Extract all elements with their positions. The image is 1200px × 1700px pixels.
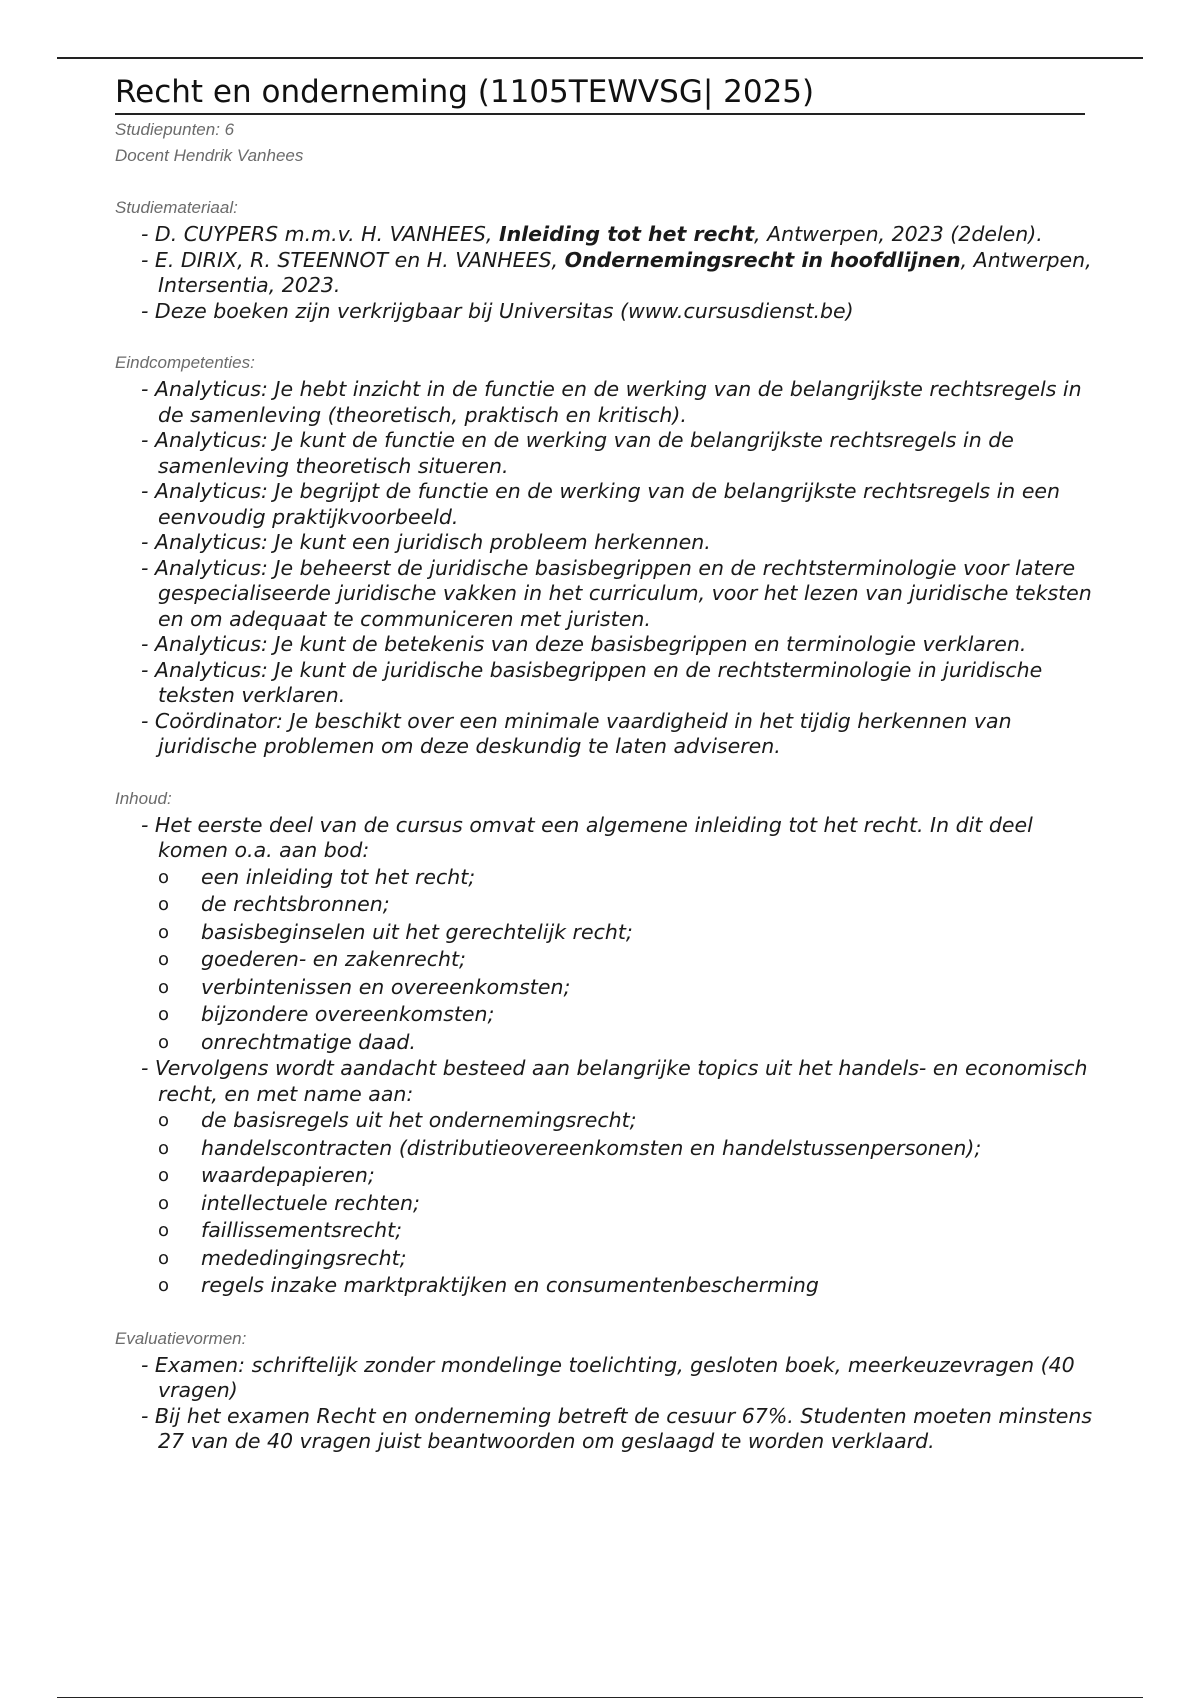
list-item bbox=[128, 248, 1105, 299]
circle-bullet: o bbox=[158, 1220, 170, 1241]
topic-text: goederen- en zakenrecht; bbox=[201, 947, 466, 971]
section-label-evaluatievormen: Evaluatievormen: bbox=[115, 1328, 247, 1348]
list-item bbox=[128, 530, 1105, 556]
list-item bbox=[128, 658, 1105, 709]
reference-publication: , Antwerpen, Intersentia, 2023. bbox=[158, 247, 1092, 297]
reference-title: Ondernemingsrecht in hoofdlijnen bbox=[564, 247, 961, 272]
circle-bullet: o bbox=[158, 949, 170, 970]
content-intro: Het eerste deel van de cursus omvat een algemene inleiding tot het recht. In dit deel komen o.a. aan bod: bbox=[154, 812, 1033, 862]
dash-bullet: - bbox=[141, 555, 155, 580]
sublist-item bbox=[158, 1135, 1105, 1163]
sublist-item bbox=[158, 1001, 1105, 1029]
section-label-inhoud: Inhoud: bbox=[115, 788, 172, 808]
sublist-item bbox=[158, 1029, 1105, 1057]
list-item bbox=[128, 813, 1105, 1057]
competence-text: Analyticus: Je kunt de functie en de werking van de belangrijkste rechtsregels in de samenleving theoretisch situeren. bbox=[154, 428, 1014, 478]
list-item bbox=[128, 428, 1105, 479]
list-item bbox=[128, 709, 1105, 760]
topic-text: een inleiding tot het recht; bbox=[201, 864, 476, 889]
list-item bbox=[128, 1353, 1105, 1404]
evaluation-list bbox=[115, 1353, 1105, 1455]
list-item bbox=[128, 632, 1105, 658]
topic-text: de rechtsbronnen; bbox=[201, 892, 390, 916]
dash-bullet: - bbox=[141, 530, 155, 554]
dash-bullet: - bbox=[141, 708, 155, 733]
bottom-rule bbox=[57, 1697, 1143, 1698]
sublist-item bbox=[158, 1272, 1105, 1300]
sublist-item bbox=[158, 1190, 1105, 1218]
top-rule bbox=[57, 57, 1143, 59]
competences-list bbox=[115, 377, 1105, 760]
list-item bbox=[128, 1056, 1105, 1300]
topic-text: regels inzake marktpraktijken en consumentenbescherming bbox=[201, 1273, 819, 1297]
study-points: Studiepunten: 6 bbox=[115, 120, 235, 139]
circle-bullet: o bbox=[158, 1165, 170, 1186]
sublist-item bbox=[158, 1217, 1105, 1245]
circle-bullet: o bbox=[158, 1004, 170, 1025]
competence-text: Analyticus: Je beheerst de juridische basisbegrippen en de rechtsterminologie voor latere gespecialiseerde juridische vakken in het curriculum, voor het lezen van juridische teksten en om adequaat te communiceren met juristen. bbox=[154, 555, 1092, 631]
topic-text: de basisregels uit het ondernemingsrecht; bbox=[201, 1108, 637, 1132]
topic-text: verbintenissen en overeenkomsten; bbox=[201, 974, 571, 999]
list-item bbox=[128, 299, 1105, 325]
competence-text: Analyticus: Je kunt de juridische basisbegrippen en de rechtsterminologie in juridische teksten verklaren. bbox=[154, 657, 1043, 707]
topic-text: basisbeginselen uit het gerechtelijk recht; bbox=[201, 919, 633, 944]
topic-text: handelscontracten (distributieovereenkomsten en handelstussenpersonen); bbox=[201, 1135, 982, 1160]
circle-bullet: o bbox=[158, 1192, 170, 1214]
dash-bullet: - bbox=[141, 632, 155, 656]
topic-text: waardepapieren; bbox=[201, 1163, 375, 1187]
topic-text: faillissementsrecht; bbox=[201, 1218, 403, 1242]
topic-text: intellectuele rechten; bbox=[201, 1190, 420, 1215]
dash-bullet: - bbox=[141, 1403, 155, 1428]
sublist bbox=[158, 1107, 1105, 1300]
page-title: Recht en onderneming (1105TEWVSG| 2025) bbox=[115, 72, 1085, 115]
circle-bullet: o bbox=[158, 921, 170, 943]
circle-bullet: o bbox=[158, 866, 170, 888]
circle-bullet: o bbox=[158, 1137, 170, 1159]
list-item bbox=[128, 1404, 1105, 1455]
dash-bullet: - bbox=[141, 298, 155, 323]
list-item bbox=[128, 377, 1105, 428]
dash-bullet: - bbox=[141, 1352, 155, 1377]
dash-bullet: - bbox=[141, 247, 155, 272]
dash-bullet: - bbox=[141, 479, 155, 503]
dash-bullet: - bbox=[141, 657, 155, 682]
dash-bullet: - bbox=[141, 1056, 155, 1080]
topic-text: bijzondere overeenkomsten; bbox=[201, 1002, 495, 1026]
sublist-item bbox=[158, 974, 1105, 1002]
dash-bullet: - bbox=[141, 428, 155, 452]
lecturer: Docent Hendrik Vanhees bbox=[115, 146, 304, 165]
topic-text: mededingingsrecht; bbox=[201, 1245, 407, 1270]
evaluation-text: Examen: schriftelijk zonder mondelinge toelichting, gesloten boek, meerkeuzevragen (40 vragen) bbox=[154, 1352, 1075, 1402]
sublist-item bbox=[158, 946, 1105, 974]
study-material-list bbox=[115, 222, 1105, 324]
competence-text: Analyticus: Je kunt de betekenis van deze basisbegrippen en terminologie verklaren. bbox=[154, 632, 1027, 656]
reference-authors: D. CUYPERS m.m.v. H. VANHEES, bbox=[154, 222, 499, 246]
content-list bbox=[115, 813, 1105, 1300]
sublist-item bbox=[158, 1107, 1105, 1135]
topic-text: onrechtmatige daad. bbox=[201, 1029, 416, 1054]
circle-bullet: o bbox=[158, 1275, 170, 1296]
section-label-eindcompetenties: Eindcompetenties: bbox=[115, 353, 255, 372]
availability-note: Deze boeken zijn verkrijgbaar bij Universitas (www.cursusdienst.be) bbox=[154, 298, 854, 323]
content-intro: Vervolgens wordt aandacht besteed aan belangrijke topics uit het handels- en economisch recht, en met name aan: bbox=[154, 1056, 1088, 1106]
sublist-item bbox=[158, 1245, 1105, 1273]
circle-bullet: o bbox=[158, 1031, 170, 1053]
reference-publication: , Antwerpen, 2023 (2delen). bbox=[754, 222, 1043, 246]
sublist-item bbox=[158, 919, 1105, 947]
list-item bbox=[128, 479, 1105, 530]
dash-bullet: - bbox=[141, 377, 155, 401]
circle-bullet: o bbox=[158, 976, 170, 998]
sublist-item bbox=[158, 891, 1105, 919]
reference-title: Inleiding tot het recht bbox=[498, 222, 755, 246]
competence-text: Coördinator: Je beschikt over een minimale vaardigheid in het tijdig herkennen van juridische problemen om deze deskundig te laten adviseren. bbox=[154, 708, 1012, 758]
evaluation-text: Bij het examen Recht en onderneming betreft de cesuur 67%. Studenten moeten minstens 27 van de 40 vragen juist beantwoorden om geslaagd te worden verklaard. bbox=[154, 1403, 1093, 1453]
circle-bullet: o bbox=[158, 1247, 170, 1269]
course-sheet bbox=[115, 72, 1105, 1455]
list-item bbox=[128, 222, 1105, 248]
competence-text: Analyticus: Je hebt inzicht in de functie en de werking van de belangrijkste rechtsregels in de samenleving (theoretisch, praktisch en kritisch). bbox=[154, 377, 1082, 427]
sublist-item bbox=[158, 864, 1105, 892]
dash-bullet: - bbox=[141, 812, 155, 837]
sublist bbox=[158, 864, 1105, 1057]
sublist-item bbox=[158, 1162, 1105, 1190]
reference-authors: E. DIRIX, R. STEENNOT en H. VANHEES, bbox=[154, 247, 565, 272]
section-label-studiemateriaal: Studiemateriaal: bbox=[115, 198, 238, 217]
circle-bullet: o bbox=[158, 894, 170, 915]
dash-bullet: - bbox=[141, 222, 155, 246]
circle-bullet: o bbox=[158, 1110, 170, 1131]
competence-text: Analyticus: Je kunt een juridisch probleem herkennen. bbox=[154, 530, 711, 554]
competence-text: Analyticus: Je begrijpt de functie en de werking van de belangrijkste rechtsregels in een eenvoudig praktijkvoorbeeld. bbox=[154, 479, 1061, 529]
list-item bbox=[128, 556, 1105, 633]
